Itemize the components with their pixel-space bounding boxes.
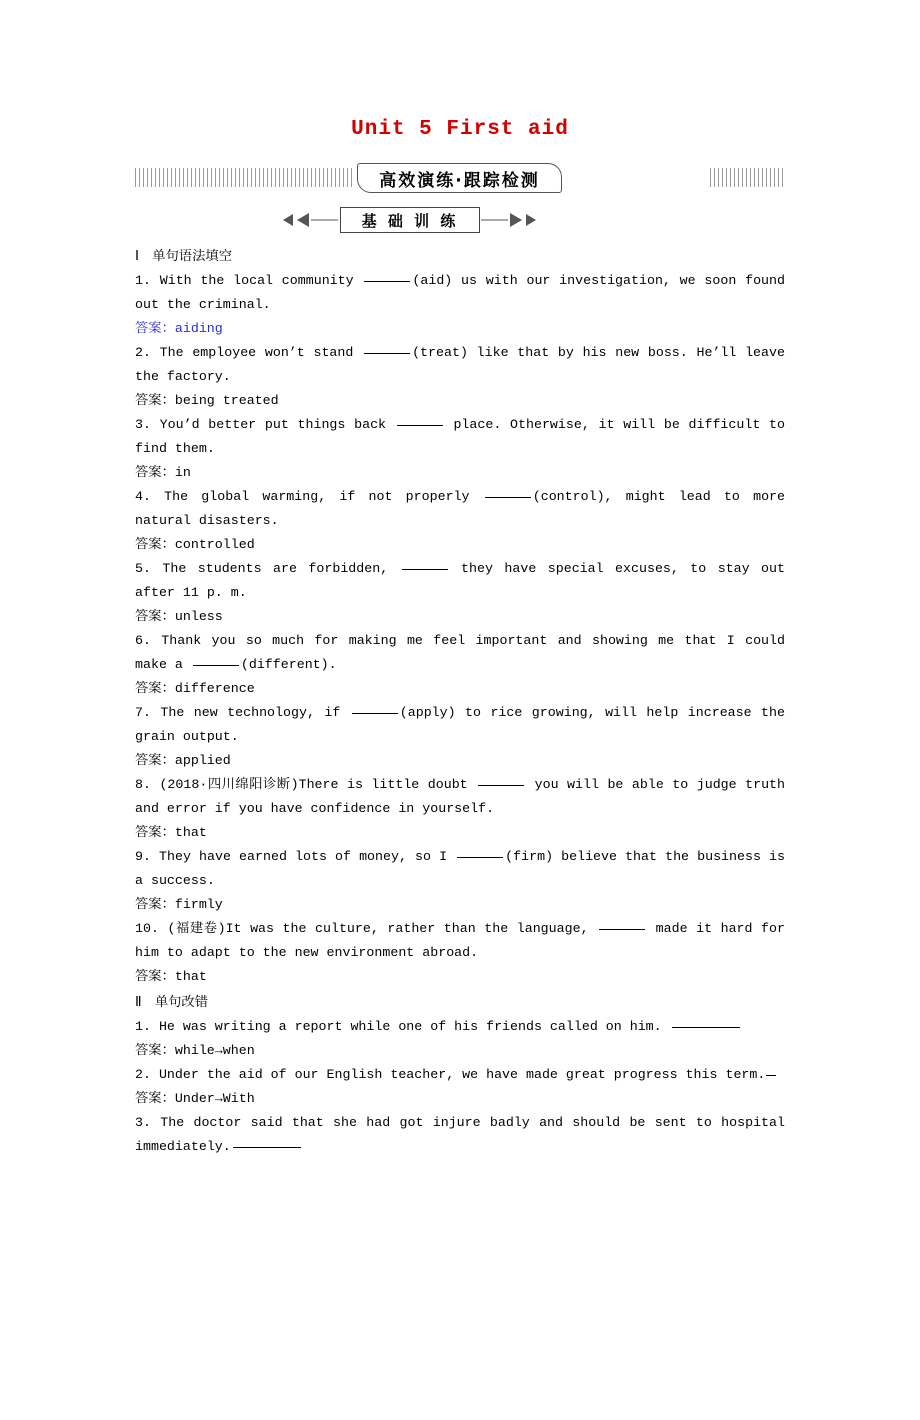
question-item (135, 845, 785, 893)
question-text: 6. Thank you so much for making me feel important and showing me that I could make a (135, 633, 785, 672)
question-text: 1. With the local community (135, 273, 363, 288)
question-item (135, 413, 785, 461)
banner-label: 高效演练·跟踪检测 (379, 170, 540, 191)
answer-text: 答案：difference (135, 681, 255, 696)
page-title: Unit 5 First aid (351, 118, 569, 141)
question-item (135, 1111, 785, 1159)
correction-blank (233, 1136, 301, 1148)
part-heading-1: Ⅰ 单句语法填空 (135, 249, 232, 264)
question-text: 9. They have earned lots of money, so I (135, 849, 456, 864)
question-text-cont: they have special excuses, to stay out after 11 p. m. (135, 561, 785, 600)
correction-blank (766, 1064, 776, 1076)
question-text: 2. Under the aid of our English teacher, we have made great progress this term. (135, 1067, 766, 1082)
section-label: 基 础 训 练 (361, 211, 459, 230)
question-text: 2. The employee won’t stand (135, 345, 363, 360)
answer-text: 答案：while→when (135, 1043, 255, 1058)
question-item (135, 1015, 785, 1039)
answer-text: 答案：applied (135, 753, 231, 768)
answer-blank (193, 654, 239, 666)
question-text-cont: (treat) like that by his new boss. He’ll leave the factory. (135, 345, 785, 384)
section-box (340, 207, 480, 233)
question-item (135, 701, 785, 749)
question-text: 3. You’d better put things back (135, 417, 395, 432)
question-item (135, 1063, 785, 1087)
question-text: 5. The students are forbidden, (135, 561, 400, 576)
question-text: 3. The doctor said that she had got injure badly and should be sent to hospital immediately. (135, 1115, 785, 1154)
question-text-cont: (apply) to rice growing, will help increase the grain output. (135, 705, 785, 744)
question-text: 8. (2018·四川绵阳诊断)There is little doubt (135, 777, 477, 792)
answer-blank (364, 270, 410, 282)
section-header (135, 207, 785, 235)
answer-text: 答案：that (135, 825, 207, 840)
answer-blank (397, 414, 443, 426)
answer-blank (457, 846, 503, 858)
answer-text: 答案：in (135, 465, 191, 480)
question-item (135, 341, 785, 389)
question-text: 10. (福建卷)It was the culture, rather than the language, (135, 921, 598, 936)
answer-text: 答案：aiding (135, 321, 223, 336)
question-item (135, 269, 785, 317)
answer-text: 答案：unless (135, 609, 223, 624)
question-text-cont: (different). (240, 657, 337, 672)
banner-hatch-right (710, 168, 785, 187)
question-text: 4. The global warming, if not properly (135, 489, 483, 504)
question-text-cont: (control), might lead to more natural disasters. (135, 489, 786, 528)
section-flank-left-icon (283, 212, 338, 228)
banner (135, 163, 785, 193)
answer-blank (364, 342, 410, 354)
correction-blank (672, 1016, 740, 1028)
question-item (135, 557, 785, 605)
banner-hatch-left (135, 168, 352, 187)
question-item (135, 917, 785, 965)
answer-blank (478, 774, 524, 786)
question-text-cont: made it hard for him to adapt to the new environment abroad. (135, 921, 785, 960)
answer-text: 答案：being treated (135, 393, 279, 408)
question-item (135, 485, 785, 533)
answer-text: 答案：Under→With (135, 1091, 255, 1106)
answer-text: 答案：that (135, 969, 207, 984)
question-item (135, 773, 785, 821)
banner-box (357, 163, 562, 193)
section-flank-right-icon (481, 212, 536, 228)
exercise-content (135, 245, 785, 1159)
question-text-cont: (firm) believe that the business is a success. (135, 849, 785, 888)
question-text: 1. He was writing a report while one of his friends called on him. (135, 1019, 670, 1034)
question-text: 7. The new technology, if (135, 705, 350, 720)
answer-text: 答案：controlled (135, 537, 255, 552)
answer-blank (599, 918, 645, 930)
document-page (0, 118, 920, 1420)
answer-blank (402, 558, 448, 570)
question-item (135, 629, 785, 677)
answer-blank (485, 486, 531, 498)
answer-text: 答案：firmly (135, 897, 223, 912)
question-text-cont: place. Otherwise, it will be difficult to find them. (135, 417, 785, 456)
question-text-cont: (aid) us with our investigation, we soon found out the criminal. (135, 273, 785, 312)
answer-blank (352, 702, 398, 714)
part-heading-2: Ⅱ 单句改错 (135, 995, 209, 1010)
question-text-cont: you will be able to judge truth and error if you have confidence in yourself. (135, 777, 786, 816)
